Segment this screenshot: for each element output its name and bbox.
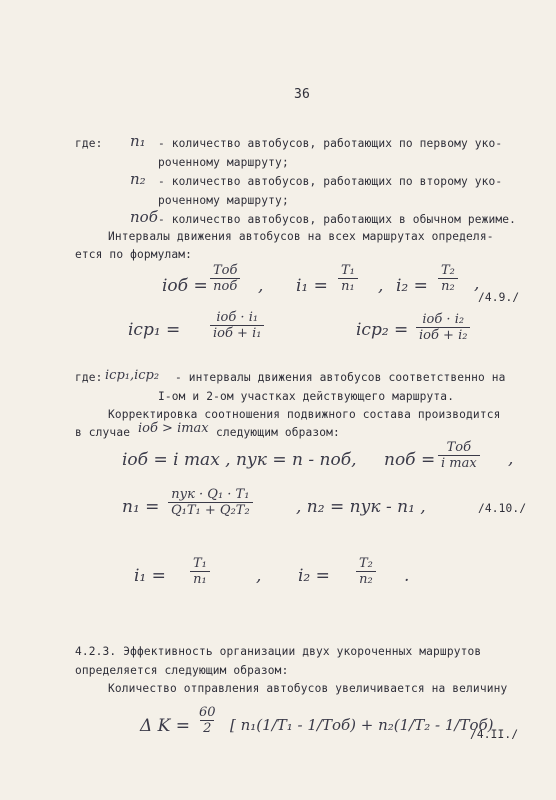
denominator: nоб <box>210 278 240 294</box>
numerator: T₁ <box>341 263 355 278</box>
formula-lhs: iср₂ = <box>356 320 409 340</box>
denominator: n₂ <box>356 571 376 587</box>
numerator: Tоб <box>213 263 238 278</box>
numerator: 60 <box>199 705 216 720</box>
comma: , <box>378 276 384 296</box>
formula-lhs: i₂ = <box>396 276 428 296</box>
formula-lhs: iср₁ = <box>128 320 181 340</box>
numerator: T₁ <box>193 556 207 571</box>
formula-ref: /4.9./ <box>478 291 520 304</box>
comma: , <box>258 276 264 296</box>
fraction-60-2 <box>196 705 219 736</box>
where-label: где: <box>75 371 103 384</box>
numerator: iоб · i₁ <box>216 310 259 325</box>
section-heading: 4.2.3. Эффективность организации двух укороченных маршрутов <box>75 645 482 658</box>
denominator: n₁ <box>338 278 358 294</box>
fraction-tob-imax <box>438 440 480 471</box>
text-line: - интервалы движения автобусов соответственно на <box>175 371 506 384</box>
fraction-icp1 <box>210 310 264 341</box>
numerator: T₂ <box>359 556 373 571</box>
numerator: iоб · i₂ <box>422 312 465 327</box>
formula-line: , n₂ = nук - n₁ , <box>296 497 426 517</box>
var-n1: n₁ <box>130 132 146 150</box>
text-line: - количество автобусов, работающих в обычном режиме. <box>158 213 517 226</box>
text-line: определяется следующим образом: <box>75 664 289 677</box>
denominator: 2 <box>200 720 214 736</box>
numerator: nук · Q₁ · T₁ <box>171 487 250 502</box>
fraction-t2-n2 <box>438 263 458 294</box>
comma: , <box>256 566 262 586</box>
denominator: iоб + i₂ <box>416 327 470 343</box>
text-line: роченному маршруту; <box>158 156 289 169</box>
text-line: в случае <box>75 426 131 439</box>
formula-lhs: i₁ = <box>134 566 166 586</box>
period: . <box>404 566 410 586</box>
denominator: i max <box>438 455 480 471</box>
text-line: следующим образом: <box>216 426 340 439</box>
fraction-t1-n1 <box>190 556 210 587</box>
formula-lhs: Δ K = <box>140 716 191 736</box>
denominator: iоб + i₁ <box>210 325 264 341</box>
denominator: n₂ <box>438 278 458 294</box>
formula-lhs: n₁ = <box>122 497 160 517</box>
text-line: Корректировка соотношения подвижного состава производится <box>108 408 501 421</box>
formula-ref: /4.10./ <box>478 502 527 515</box>
text-line: - количество автобусов, работающих по второму уко- <box>158 175 503 188</box>
text-line: ется по формулам: <box>75 248 193 261</box>
fraction-n1 <box>168 487 253 518</box>
page-number: 36 <box>294 87 310 102</box>
fraction-tob-nob <box>210 263 240 294</box>
numerator: Tоб <box>446 440 472 455</box>
comma: , <box>474 274 480 294</box>
text-line: Количество отправления автобусов увеличивается на величину <box>108 682 508 695</box>
fraction-icp2 <box>416 312 470 343</box>
vars-icp: iср₁,iср₂ <box>105 368 160 383</box>
comma: , <box>508 449 514 469</box>
text-line: роченному маршруту; <box>158 194 289 207</box>
fraction-t1-n1 <box>338 263 358 294</box>
formula-body: [ n₁(1/T₁ - 1/Tоб) + n₂(1/T₂ - 1/Tоб) <box>230 716 494 734</box>
fraction-t2-n2 <box>356 556 376 587</box>
formula-line: iоб = i max , nук = n - nоб, <box>122 450 357 470</box>
text-line: I-ом и 2-ом участках действующего маршрута. <box>158 390 455 403</box>
denominator: n₁ <box>190 571 210 587</box>
formula-lhs: nоб = <box>384 450 436 470</box>
text-line: - количество автобусов, работающих по первому уко- <box>158 137 503 150</box>
formula-lhs: iоб = <box>162 276 208 296</box>
formula-ref: /4.II./ <box>470 728 519 741</box>
formula-lhs: i₂ = <box>298 566 330 586</box>
var-nob: nоб <box>130 208 158 226</box>
var-n2: n₂ <box>130 170 146 188</box>
formula-lhs: i₁ = <box>296 276 328 296</box>
numerator: T₂ <box>441 263 455 278</box>
where-label: где: <box>75 137 103 150</box>
condition: iоб > imax <box>138 421 209 436</box>
denominator: Q₁T₁ + Q₂T₂ <box>168 502 253 518</box>
text-line: Интервалы движения автобусов на всех маршрутах определя- <box>108 230 494 243</box>
